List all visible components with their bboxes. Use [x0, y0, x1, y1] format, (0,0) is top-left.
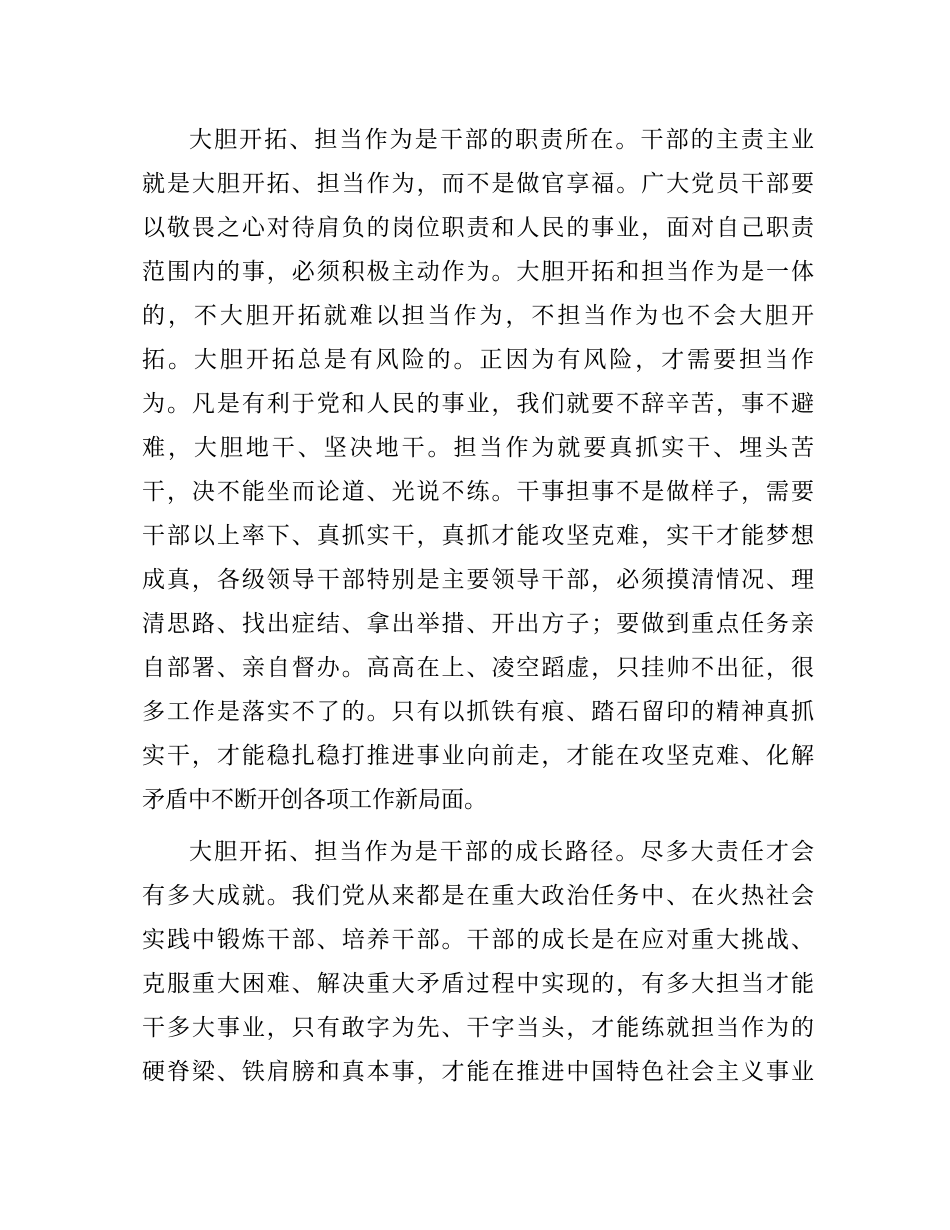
paragraph-line: 实践中锻炼干部、培养干部。干部的成长是在应对重大挑战、 [142, 927, 814, 953]
paragraph-line: 硬脊梁、铁肩膀和真本事，才能在推进中国特色社会主义事业 [142, 1059, 814, 1085]
paragraph-line: 多工作是落实不了的。只有以抓铁有痕、踏石留印的精神真抓 [142, 699, 814, 725]
paragraph-line: 自部署、亲自督办。高高在上、凌空蹈虚，只挂帅不出征，很 [142, 655, 814, 681]
paragraph-line: 的，不大胆开拓就难以担当作为，不担当作为也不会大胆开 [142, 303, 814, 329]
paragraph-line: 大胆开拓、担当作为是干部的职责所在。干部的主责主业 [189, 127, 814, 153]
paragraph-line: 成真，各级领导干部特别是主要领导干部，必须摸清情况、理 [142, 567, 814, 593]
paragraph-line: 为。凡是有利于党和人民的事业，我们就要不辞辛苦，事不避 [142, 391, 814, 417]
paragraph-line: 清思路、找出症结、拿出举措、开出方子；要做到重点任务亲 [142, 611, 814, 637]
paragraph-line: 干，决不能坐而论道、光说不练。干事担事不是做样子，需要 [142, 479, 814, 505]
body-text [142, 118, 814, 1094]
paragraph-spacer [142, 822, 814, 830]
paragraph-1 [142, 118, 814, 822]
paragraph-line: 拓。大胆开拓总是有风险的。正因为有风险，才需要担当作 [142, 347, 814, 373]
paragraph-line: 实干，才能稳扎稳打推进事业向前走，才能在攻坚克难、化解 [142, 743, 814, 769]
paragraph-line: 以敬畏之心对待肩负的岗位职责和人民的事业，面对自己职责 [142, 215, 814, 241]
paragraph-line: 范围内的事，必须积极主动作为。大胆开拓和担当作为是一体 [142, 259, 814, 285]
paragraph-line: 矛盾中不断开创各项工作新局面。 [142, 787, 487, 813]
paragraph-line: 有多大成就。我们党从来都是在重大政治任务中、在火热社会 [142, 883, 814, 909]
paragraph-line: 克服重大困难、解决重大矛盾过程中实现的，有多大担当才能 [142, 971, 814, 997]
paragraph-line: 就是大胆开拓、担当作为，而不是做官享福。广大党员干部要 [142, 171, 814, 197]
paragraph-line: 大胆开拓、担当作为是干部的成长路径。尽多大责任才会 [189, 839, 814, 865]
paragraph-line: 干多大事业，只有敢字为先、干字当头，才能练就担当作为的 [142, 1015, 814, 1041]
paragraph-2 [142, 830, 814, 1094]
paragraph-line: 干部以上率下、真抓实干，真抓才能攻坚克难，实干才能梦想 [142, 523, 814, 549]
paragraph-line: 难，大胆地干、坚决地干。担当作为就要真抓实干、埋头苦 [142, 435, 814, 461]
